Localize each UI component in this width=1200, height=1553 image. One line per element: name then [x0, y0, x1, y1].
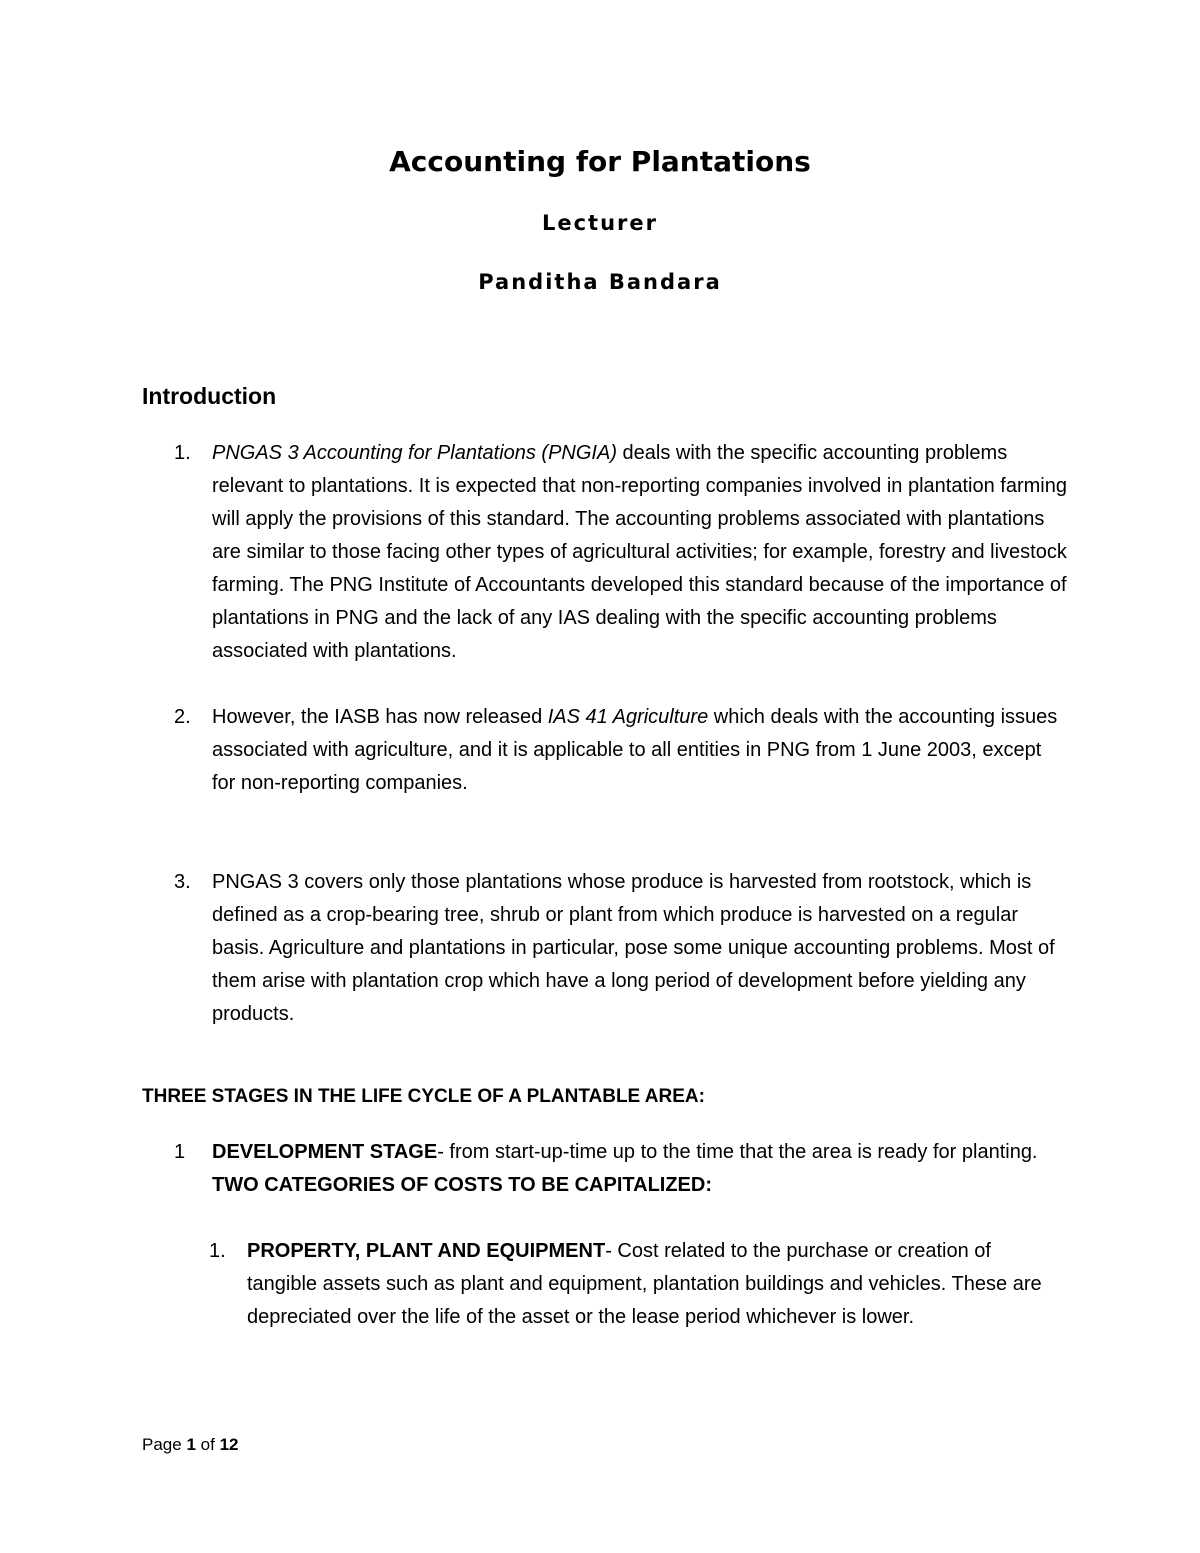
intro-paragraph-2	[174, 701, 1062, 800]
life-cycle-heading: THREE STAGES IN THE LIFE CYCLE OF A PLANTABLE AREA:	[142, 1086, 705, 1107]
paragraph-text: However, the IASB has now released	[212, 706, 548, 728]
stage-label: DEVELOPMENT STAGE	[212, 1141, 438, 1163]
lecturer-name: Panditha Bandara	[478, 270, 722, 294]
list-number: 1	[174, 1141, 186, 1163]
costs-heading: TWO CATEGORIES OF COSTS TO BE CAPITALIZED:	[212, 1174, 712, 1196]
of-word: of	[200, 1435, 215, 1454]
list-number: 1.	[209, 1240, 226, 1262]
paragraph-text: PNGAS 3 covers only those plantations whose produce is harvested from rootstock, which is defined as a crop-bearing tree, shrub or plant from which produce is harvested on a regular basis. Agriculture and plantations in particular, pose some unique accounting problems. Most of them arise with plantation crop which have a long period of development before yielding any products.	[212, 871, 1055, 1025]
standard-title: PNGAS 3 Accounting for Plantations (PNGIA)	[212, 442, 617, 464]
intro-paragraph-3	[174, 866, 1072, 1031]
lecturer-label: Lecturer	[541, 211, 659, 235]
document-title: Accounting for Plantations	[389, 145, 811, 178]
cost-category-item	[209, 1235, 1047, 1334]
list-number: 1.	[174, 442, 191, 464]
category-text: - Cost related to the purchase or creation of tangible assets such as plant and equipment, plantation buildings and vehicles. These are depreciated over the life of the asset or the lease period whichever is lower.	[247, 1240, 1042, 1328]
introduction-heading: Introduction	[142, 383, 277, 409]
paragraph-text: deals with the specific accounting problems relevant to plantations. It is expected that non-reporting companies involved in plantation farming will apply the provisions of this standard. The accounting problems associated with plantations are similar to those facing other types of agricultural activities; for example, forestry and livestock farming. The PNG Institute of Accountants developed this standard because of the importance of plantations in PNG and the lack of any IAS dealing with the specific accounting problems associated with plantations.	[212, 442, 1067, 662]
page-number-footer	[142, 1435, 238, 1455]
category-label: PROPERTY, PLANT AND EQUIPMENT	[247, 1240, 606, 1262]
page-total: 12	[219, 1435, 239, 1454]
intro-paragraph-1	[174, 437, 1072, 668]
stage-text: - from start-up-time up to the time that the area is ready for planting.	[437, 1141, 1038, 1163]
list-number: 3.	[174, 871, 191, 893]
standard-title: IAS 41 Agriculture	[547, 706, 709, 728]
list-number: 2.	[174, 706, 191, 728]
page-word: Page	[142, 1435, 182, 1454]
page-current: 1	[186, 1435, 196, 1454]
paragraph-text: which deals with the accounting issues associated with agriculture, and it is applicable to all entities in PNG from 1 June 2003, except for non-reporting companies.	[212, 706, 1058, 794]
development-stage-item	[174, 1136, 1042, 1202]
